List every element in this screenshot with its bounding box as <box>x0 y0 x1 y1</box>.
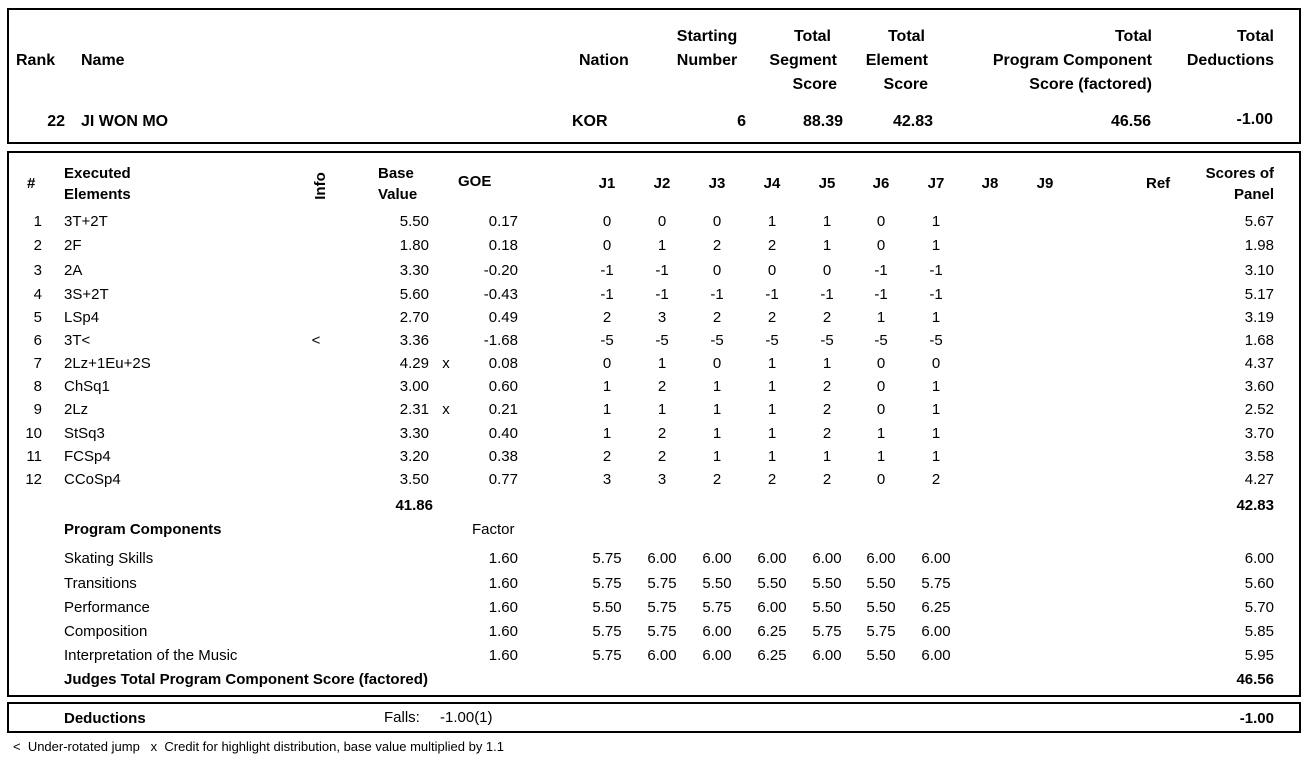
component-name: Composition <box>64 623 148 640</box>
element-judge-score: 2 <box>657 425 667 442</box>
component-factor: 1.60 <box>488 550 518 567</box>
element-panel-score: 3.19 <box>1244 309 1274 326</box>
component-judge-score: 6.00 <box>702 647 732 664</box>
element-judge-score: 2 <box>767 309 777 326</box>
element-judge-score: 2 <box>931 471 941 488</box>
element-judge-score: 1 <box>767 448 777 465</box>
element-number: 5 <box>33 309 42 326</box>
component-judge-score: 6.00 <box>921 550 951 567</box>
element-base-value: 3.30 <box>399 425 429 442</box>
col-header-judge: J8 <box>981 175 999 192</box>
element-number: 10 <box>25 425 42 442</box>
element-highlight-mark: x <box>442 355 450 372</box>
col-header-base-value: Base Value <box>378 165 418 203</box>
element-base-value: 3.50 <box>399 471 429 488</box>
col-header-goe: GOE <box>458 173 492 190</box>
element-number: 6 <box>33 332 42 349</box>
skater-total-segment-score: 88.39 <box>802 113 843 130</box>
component-judge-score: 6.25 <box>757 647 787 664</box>
element-goe: 0.60 <box>488 378 518 395</box>
element-judge-score: 1 <box>876 448 886 465</box>
col-header-judge: J2 <box>653 175 671 192</box>
element-judge-score: -5 <box>874 332 888 349</box>
component-judge-score: 6.25 <box>921 599 951 616</box>
element-judge-score: 2 <box>767 471 777 488</box>
component-judge-score: 5.50 <box>866 647 896 664</box>
col-header-ref: Ref <box>1146 175 1171 192</box>
col-header-number: # <box>27 175 36 192</box>
element-judge-score: 0 <box>822 262 832 279</box>
component-judge-score: 5.75 <box>592 623 622 640</box>
element-judge-score: 1 <box>931 213 941 230</box>
element-judge-score: 0 <box>602 237 612 254</box>
element-judge-score: 1 <box>931 378 941 395</box>
skater-nation: KOR <box>572 113 608 130</box>
element-number: 7 <box>33 355 42 372</box>
element-judge-score: 1 <box>876 425 886 442</box>
element-judge-score: 2 <box>712 237 722 254</box>
program-components-title: Program Components <box>64 521 222 538</box>
element-number: 1 <box>33 213 42 230</box>
component-judge-score: 6.00 <box>866 550 896 567</box>
element-judge-score: 0 <box>657 213 667 230</box>
element-goe: -0.20 <box>483 262 518 279</box>
element-judge-score: 0 <box>712 213 722 230</box>
element-goe: 0.40 <box>488 425 518 442</box>
component-judge-score: 5.50 <box>757 575 787 592</box>
element-judge-score: 2 <box>657 448 667 465</box>
header-nation: Nation <box>579 52 629 69</box>
component-judge-score: 5.75 <box>866 623 896 640</box>
element-judge-score: -5 <box>765 332 779 349</box>
falls-value: -1.00(1) <box>440 709 493 726</box>
skater-total-element-score: 42.83 <box>892 113 933 130</box>
element-judge-score: 1 <box>767 378 777 395</box>
component-name: Performance <box>64 599 150 616</box>
element-judge-score: 1 <box>931 448 941 465</box>
component-judge-score: 5.50 <box>702 575 732 592</box>
component-name: Skating Skills <box>64 550 154 567</box>
element-judge-score: 2 <box>712 471 722 488</box>
element-judge-score: 0 <box>876 401 886 418</box>
element-panel-score: 4.37 <box>1244 355 1274 372</box>
element-judge-score: 1 <box>602 425 612 442</box>
element-judge-score: 1 <box>602 401 612 418</box>
element-base-value: 3.00 <box>399 378 429 395</box>
element-name: 2F <box>64 237 82 254</box>
element-base-value: 3.36 <box>399 332 429 349</box>
component-judge-score: 6.00 <box>702 550 732 567</box>
element-number: 11 <box>26 448 42 465</box>
element-judge-score: 2 <box>822 378 832 395</box>
element-judge-score: -5 <box>655 332 669 349</box>
element-judge-score: 0 <box>876 237 886 254</box>
element-name: CCoSp4 <box>64 471 121 488</box>
element-judge-score: 1 <box>657 401 667 418</box>
component-judge-score: 5.50 <box>866 575 896 592</box>
col-header-judge: J3 <box>708 175 726 192</box>
component-panel-score: 6.00 <box>1244 550 1274 567</box>
element-judge-score: 1 <box>602 378 612 395</box>
component-panel-score: 5.85 <box>1244 623 1274 640</box>
element-base-value: 1.80 <box>399 237 429 254</box>
element-name: LSp4 <box>64 309 100 326</box>
component-panel-score: 5.70 <box>1244 599 1274 616</box>
element-judge-score: 0 <box>712 262 722 279</box>
component-factor: 1.60 <box>488 647 518 664</box>
pcs-total-label: Judges Total Program Component Score (factored) <box>64 671 428 688</box>
col-header-judge: J9 <box>1036 175 1054 192</box>
skater-starting-number: 6 <box>737 113 746 130</box>
element-panel-score: 5.67 <box>1244 213 1274 230</box>
element-judge-score: -1 <box>874 286 888 303</box>
element-panel-score: 5.17 <box>1244 286 1274 303</box>
element-number: 4 <box>33 286 42 303</box>
element-name: 2Lz+1Eu+2S <box>64 355 151 372</box>
element-highlight-mark: x <box>442 401 450 418</box>
component-factor: 1.60 <box>488 623 518 640</box>
element-judge-score: -1 <box>600 262 614 279</box>
falls-label: Falls: <box>384 709 420 726</box>
header-total-element-score: Total Element Score <box>865 28 928 93</box>
element-judge-score: -1 <box>655 262 669 279</box>
component-panel-score: 5.60 <box>1244 575 1274 592</box>
component-name: Transitions <box>64 575 137 592</box>
element-goe: 0.77 <box>488 471 518 488</box>
factor-label: Factor <box>472 521 515 538</box>
footnote-legend: < Under-rotated jump x Credit for highlight distribution, base value multiplied by 1.1 <box>13 739 505 754</box>
element-judge-score: -1 <box>600 286 614 303</box>
element-judge-score: 1 <box>767 355 777 372</box>
element-judge-score: 1 <box>657 237 667 254</box>
element-base-value: 5.60 <box>399 286 429 303</box>
element-judge-score: -1 <box>655 286 669 303</box>
element-base-value: 4.29 <box>399 355 429 372</box>
col-header-judge: J7 <box>927 175 945 192</box>
element-judge-score: 1 <box>931 425 941 442</box>
element-base-value: 3.20 <box>399 448 429 465</box>
element-judge-score: 3 <box>657 471 667 488</box>
component-judge-score: 6.00 <box>647 550 677 567</box>
element-base-value: 5.50 <box>399 213 429 230</box>
pcs-total-value: 46.56 <box>1236 671 1274 688</box>
component-factor: 1.60 <box>488 599 518 616</box>
element-judge-score: 1 <box>767 425 777 442</box>
element-judge-score: 0 <box>602 355 612 372</box>
element-judge-score: 2 <box>822 401 832 418</box>
element-panel-score: 3.60 <box>1244 378 1274 395</box>
skater-program-component-score: 46.56 <box>1110 113 1151 130</box>
element-judge-score: 0 <box>876 471 886 488</box>
element-judge-score: 0 <box>876 378 886 395</box>
element-panel-score: 1.68 <box>1244 332 1274 349</box>
element-judge-score: 2 <box>657 378 667 395</box>
element-judge-score: 2 <box>602 448 612 465</box>
component-judge-score: 5.50 <box>592 599 622 616</box>
element-judge-score: 0 <box>876 213 886 230</box>
skater-total-deductions: -1.00 <box>1236 111 1273 128</box>
element-info: < <box>311 332 321 349</box>
component-judge-score: 6.00 <box>647 647 677 664</box>
element-number: 9 <box>33 401 42 418</box>
element-judge-score: 0 <box>931 355 941 372</box>
element-name: 3S+2T <box>64 286 109 303</box>
element-judge-score: 1 <box>822 448 832 465</box>
header-rank: Rank <box>16 52 56 69</box>
element-judge-score: 2 <box>767 237 777 254</box>
element-panel-score: 1.98 <box>1244 237 1274 254</box>
component-judge-score: 6.00 <box>757 550 787 567</box>
element-judge-score: 1 <box>822 237 832 254</box>
element-panel-score: 3.70 <box>1244 425 1274 442</box>
element-judge-score: 2 <box>602 309 612 326</box>
col-header-judge: J1 <box>598 175 616 192</box>
element-judge-score: 1 <box>712 448 722 465</box>
component-judge-score: 5.50 <box>812 599 842 616</box>
element-judge-score: 3 <box>602 471 612 488</box>
element-judge-score: 0 <box>712 355 722 372</box>
skater-rank: 22 <box>47 113 65 130</box>
element-panel-score: 3.10 <box>1244 262 1274 279</box>
element-judge-score: 1 <box>712 378 722 395</box>
element-judge-score: -5 <box>929 332 943 349</box>
col-header-info: Info <box>312 172 329 200</box>
header-total-deductions: Total Deductions <box>1186 28 1274 69</box>
element-number: 3 <box>33 262 42 279</box>
element-name: 3T< <box>64 332 91 349</box>
element-judge-score: -1 <box>874 262 888 279</box>
element-judge-score: -1 <box>929 286 943 303</box>
element-goe: 0.21 <box>488 401 518 418</box>
element-judge-score: 2 <box>822 471 832 488</box>
element-goe: -1.68 <box>483 332 518 349</box>
component-factor: 1.60 <box>488 575 518 592</box>
element-number: 2 <box>33 237 42 254</box>
component-judge-score: 6.00 <box>812 647 842 664</box>
header-name: Name <box>81 52 125 69</box>
element-number: 8 <box>33 378 42 395</box>
component-judge-score: 5.75 <box>647 599 677 616</box>
element-goe: 0.18 <box>488 237 518 254</box>
col-header-judge: J5 <box>818 175 836 192</box>
element-judge-score: 0 <box>876 355 886 372</box>
element-goe: 0.38 <box>488 448 518 465</box>
element-judge-score: -1 <box>710 286 724 303</box>
component-judge-score: 5.75 <box>592 550 622 567</box>
element-judge-score: 0 <box>767 262 777 279</box>
component-judge-score: 6.00 <box>812 550 842 567</box>
element-judge-score: 1 <box>876 309 886 326</box>
element-panel-score: 4.27 <box>1244 471 1274 488</box>
skater-name: JI WON MO <box>81 113 169 130</box>
element-name: 2A <box>64 262 83 279</box>
element-judge-score: -1 <box>765 286 779 303</box>
component-judge-score: 5.75 <box>592 575 622 592</box>
component-judge-score: 6.00 <box>921 623 951 640</box>
element-panel-total: 42.83 <box>1236 497 1274 514</box>
element-judge-score: 0 <box>602 213 612 230</box>
element-judge-score: -5 <box>820 332 834 349</box>
element-judge-score: 1 <box>931 309 941 326</box>
col-header-scores-of-panel: Scores of Panel <box>1205 165 1274 203</box>
element-judge-score: -1 <box>929 262 943 279</box>
component-judge-score: 6.00 <box>757 599 787 616</box>
element-judge-score: 1 <box>767 401 777 418</box>
component-judge-score: 5.75 <box>921 575 951 592</box>
element-judge-score: 2 <box>822 309 832 326</box>
header-starting-number: Starting Number <box>676 28 738 69</box>
col-header-executed-elements: Executed Elements <box>64 165 131 203</box>
element-goe: 0.17 <box>488 213 518 230</box>
component-judge-score: 5.75 <box>812 623 842 640</box>
element-judge-score: -5 <box>710 332 724 349</box>
col-header-judge: J4 <box>763 175 781 192</box>
component-name: Interpretation of the Music <box>64 647 238 664</box>
element-goe: 0.49 <box>488 309 518 326</box>
element-number: 12 <box>25 471 42 488</box>
element-base-value: 3.30 <box>399 262 429 279</box>
component-judge-score: 5.75 <box>647 623 677 640</box>
element-base-value: 2.31 <box>399 401 429 418</box>
element-judge-score: 1 <box>822 355 832 372</box>
component-judge-score: 5.75 <box>592 647 622 664</box>
element-name: 2Lz <box>64 401 89 418</box>
component-judge-score: 6.25 <box>757 623 787 640</box>
component-judge-score: 5.75 <box>647 575 677 592</box>
element-judge-score: 3 <box>657 309 667 326</box>
element-judge-score: 2 <box>822 425 832 442</box>
component-judge-score: 5.75 <box>702 599 732 616</box>
element-goe: 0.08 <box>488 355 518 372</box>
component-judge-score: 5.50 <box>812 575 842 592</box>
element-judge-score: 2 <box>712 309 722 326</box>
element-judge-score: -1 <box>820 286 834 303</box>
base-value-total: 41.86 <box>395 497 433 514</box>
component-panel-score: 5.95 <box>1244 647 1274 664</box>
element-judge-score: 1 <box>657 355 667 372</box>
element-name: StSq3 <box>64 425 105 442</box>
deductions-label: Deductions <box>64 710 146 727</box>
component-judge-score: 6.00 <box>921 647 951 664</box>
element-base-value: 2.70 <box>399 309 429 326</box>
element-judge-score: 1 <box>712 425 722 442</box>
element-panel-score: 3.58 <box>1244 448 1274 465</box>
deductions-total: -1.00 <box>1239 710 1274 727</box>
element-judge-score: 1 <box>767 213 777 230</box>
element-panel-score: 2.52 <box>1244 401 1274 418</box>
col-header-judge: J6 <box>872 175 890 192</box>
component-judge-score: 6.00 <box>702 623 732 640</box>
element-name: FCSp4 <box>64 448 111 465</box>
component-judge-score: 5.50 <box>866 599 896 616</box>
deductions-box <box>7 702 1301 733</box>
element-judge-score: 1 <box>931 237 941 254</box>
header-total-program-component-score: Total Program Component Score (factored) <box>992 28 1152 93</box>
element-name: 3T+2T <box>64 213 108 230</box>
element-judge-score: 1 <box>822 213 832 230</box>
element-judge-score: 1 <box>931 401 941 418</box>
element-judge-score: 1 <box>712 401 722 418</box>
element-goe: -0.43 <box>483 286 518 303</box>
element-judge-score: -5 <box>600 332 614 349</box>
element-name: ChSq1 <box>64 378 110 395</box>
header-total-segment-score: Total Segment Score <box>769 28 837 93</box>
